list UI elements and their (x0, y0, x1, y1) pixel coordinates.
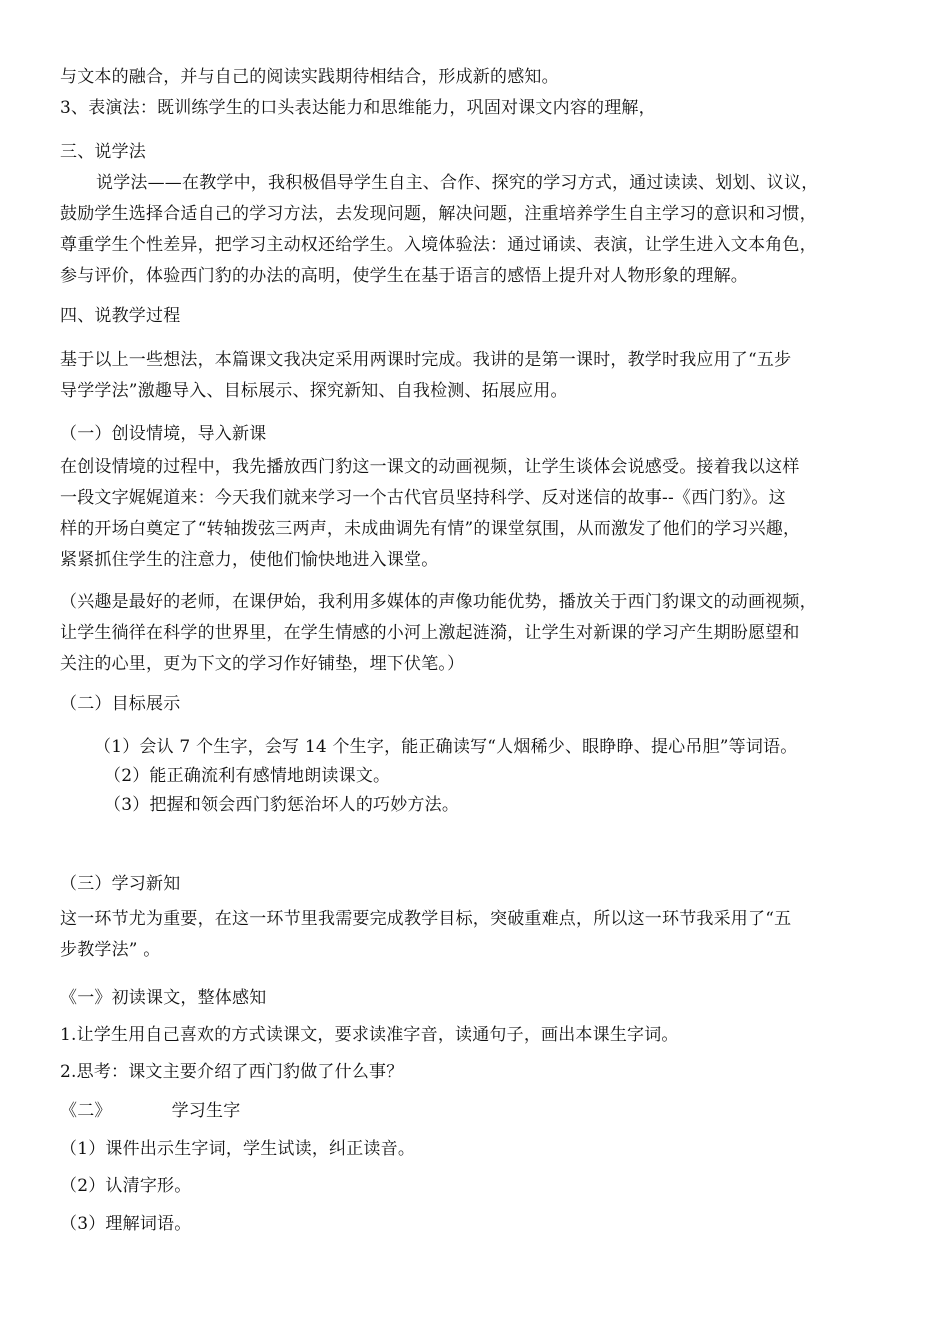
step-heading: 《一》初读课文，整体感知 (60, 988, 267, 1008)
subsection-heading: （二）目标展示 (60, 694, 181, 714)
goal-item: （3）把握和领会西门豹惩治坏人的巧妙方法。 (104, 795, 460, 815)
paragraph-line: 一段文字娓娓道来：今天我们就来学习一个古代官员坚持科学、反对迷信的故事--《西门豹》。这 (60, 488, 786, 508)
step-title: 学习生字 (171, 1101, 241, 1121)
step-heading (60, 1098, 892, 1124)
note-line: （兴趣是最好的老师，在课伊始，我利用多媒体的声像功能优势，播放关于西门豹课文的动画视频， (60, 592, 817, 612)
note-line: 关注的心里，更为下文的学习作好铺垫，埋下伏笔。） (60, 654, 465, 674)
step-item: 1.让学生用自己喜欢的方式读课文，要求读准字音，读通句子，画出本课生字词。 (60, 1025, 679, 1045)
step-item: （2）认清字形。 (60, 1176, 192, 1196)
paragraph-line: 说学法——在教学中，我积极倡导学生自主、合作、探究的学习方式，通过读读、划划、议议， (96, 173, 819, 193)
goal-item: （1）会认 7 个生字，会写 14 个生字，能正确读写“人烟稀少、眼睁睁、提心吊胆”等词语。 (94, 737, 798, 757)
paragraph-line: 尊重学生个性差异，把学习主动权还给学生。入境体验法：通过诵读、表演，让学生进入文本角色， (60, 235, 817, 255)
subsection-heading: （一）创设情境，导入新课 (60, 424, 267, 444)
paragraph-line: 基于以上一些想法，本篇课文我决定采用两课时完成。我讲的是第一课时，教学时我应用了“五步 (60, 350, 792, 370)
paragraph-line: 与文本的融合，并与自己的阅读实践期待相结合，形成新的感知。 (60, 67, 559, 87)
subsection-heading: （三）学习新知 (60, 874, 181, 894)
paragraph-line: 这一环节尤为重要，在这一环节里我需要完成教学目标，突破重难点，所以这一环节我采用了“五 (60, 909, 792, 929)
paragraph-line: 参与评价，体验西门豹的办法的高明，使学生在基于语言的感悟上提升对人物形象的理解。 (60, 266, 748, 286)
paragraph-line: 紧紧抓住学生的注意力，使他们愉快地进入课堂。 (60, 550, 439, 570)
paragraph-line: 3、表演法：既训练学生的口头表达能力和思维能力，巩固对课文内容的理解， (60, 98, 656, 118)
step-item: （1）课件出示生字词，学生试读，纠正读音。 (60, 1139, 416, 1159)
paragraph-line: 步教学法” 。 (60, 940, 161, 960)
section-heading-4: 四、说教学过程 (60, 306, 181, 326)
paragraph-line: 在创设情境的过程中，我先播放西门豹这一课文的动画视频，让学生谈体会说感受。接着我以这样 (60, 457, 800, 477)
step-number: 《二》 (60, 1101, 112, 1121)
goal-item: （2）能正确流利有感情地朗读课文。 (104, 766, 391, 786)
paragraph-line: 导学学法”激趣导入、目标展示、探究新知、自我检测、拓展应用。 (60, 381, 568, 401)
note-line: 让学生徜徉在科学的世界里，在学生情感的小河上激起涟漪，让学生对新课的学习产生期盼愿望和 (60, 623, 800, 643)
paragraph-line: 鼓励学生选择合适自己的学习方法，去发现问题，解决问题，注重培养学生自主学习的意识和习惯， (60, 204, 817, 224)
step-item: 2.思考：课文主要介绍了西门豹做了什么事？ (60, 1062, 404, 1082)
section-heading-3: 三、说学法 (60, 142, 146, 162)
paragraph-line: 样的开场白奠定了“转轴拨弦三两声，未成曲调先有情”的课堂氛围，从而激发了他们的学习兴趣， (60, 519, 801, 539)
step-item: （3）理解词语。 (60, 1214, 192, 1234)
